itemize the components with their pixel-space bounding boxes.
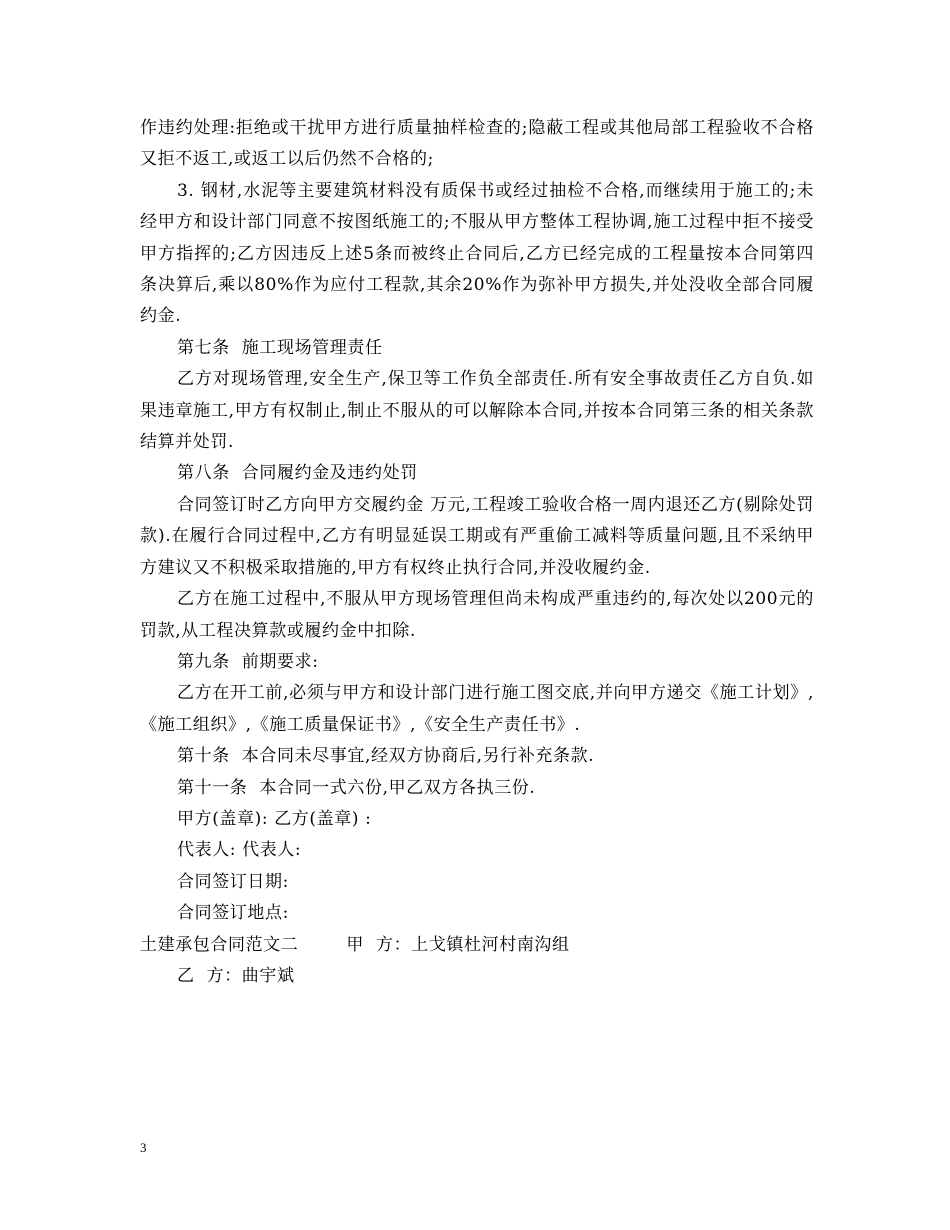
paragraph-article-9: 乙方在开工前,必须与甲方和设计部门进行施工图交底,并向甲方递交《施工计划》,《施工组织》,《施工质量保证书》,《安全生产责任书》. <box>140 683 814 735</box>
article-11: 第十一条 本合同一式六份,甲乙双方各执三份. <box>177 777 536 798</box>
representatives-line: 代表人: 代表人: <box>177 840 302 861</box>
signing-date-line: 合同签订日期: <box>177 871 289 892</box>
article-10: 第十条 本合同未尽事宜,经双方协商后,另行补充条款. <box>177 746 595 767</box>
document-body <box>140 113 814 992</box>
article-9-heading: 第九条 前期要求: <box>177 651 319 672</box>
paragraph-breach-continuation: 作违约处理:拒绝或干扰甲方进行质量抽样检查的;隐蔽工程或其他局部工程验收不合格又拒不返工,或返工以后仍然不合格的; <box>140 118 814 170</box>
signing-place-line: 合同签订地点: <box>177 903 289 924</box>
paragraph-item-3: 3. 钢材,水泥等主要建筑材料没有质保书或经过抽检不合格,而继续用于施工的;未经甲方和设计部门同意不按图纸施工的;不服从甲方整体工程协调,施工过程中拒不接受甲方指挥的;乙方因违反上述5条而被终止合同后,乙方已经完成的工程量按本合同第四条决算后,乘以80%作为应付工程款,其余20%作为弥补甲方损失,并处没收全部合同履约金. <box>140 180 814 327</box>
paragraph-article-8-deposit: 合同签订时乙方向甲方交履约金 万元,工程竣工验收合格一周内退还乙方(剔除处罚款).在履行合同过程中,乙方有明显延误工期或有严重偷工减料等质量问题,且不采纳甲方建议又不积极采取措施的,甲方有权终止执行合同,并没收履约金. <box>140 494 814 578</box>
page-number: 3 <box>140 1140 147 1155</box>
contract-sample-two-heading: 土建承包合同范文二 甲 方：上戈镇杜河村南沟组 <box>140 934 570 955</box>
paragraph-article-7: 乙方对现场管理,安全生产,保卫等工作负全部责任.所有安全事故责任乙方自负.如果违章施工,甲方有权制止,制止不服从的可以解除本合同,并按本合同第三条的相关条款结算并处罚. <box>140 369 814 453</box>
party-b-line: 乙 方：曲宇斌 <box>177 965 295 986</box>
article-8-heading: 第八条 合同履约金及违约处罚 <box>177 463 418 484</box>
paragraph-article-8-penalty: 乙方在施工过程中,不服从甲方现场管理但尚未构成严重违约的,每次处以200元的罚款,从工程决算款或履约金中扣除. <box>140 589 814 641</box>
article-7-heading: 第七条 施工现场管理责任 <box>177 337 383 358</box>
signature-parties-line: 甲方(盖章): 乙方(盖章) : <box>177 808 372 829</box>
